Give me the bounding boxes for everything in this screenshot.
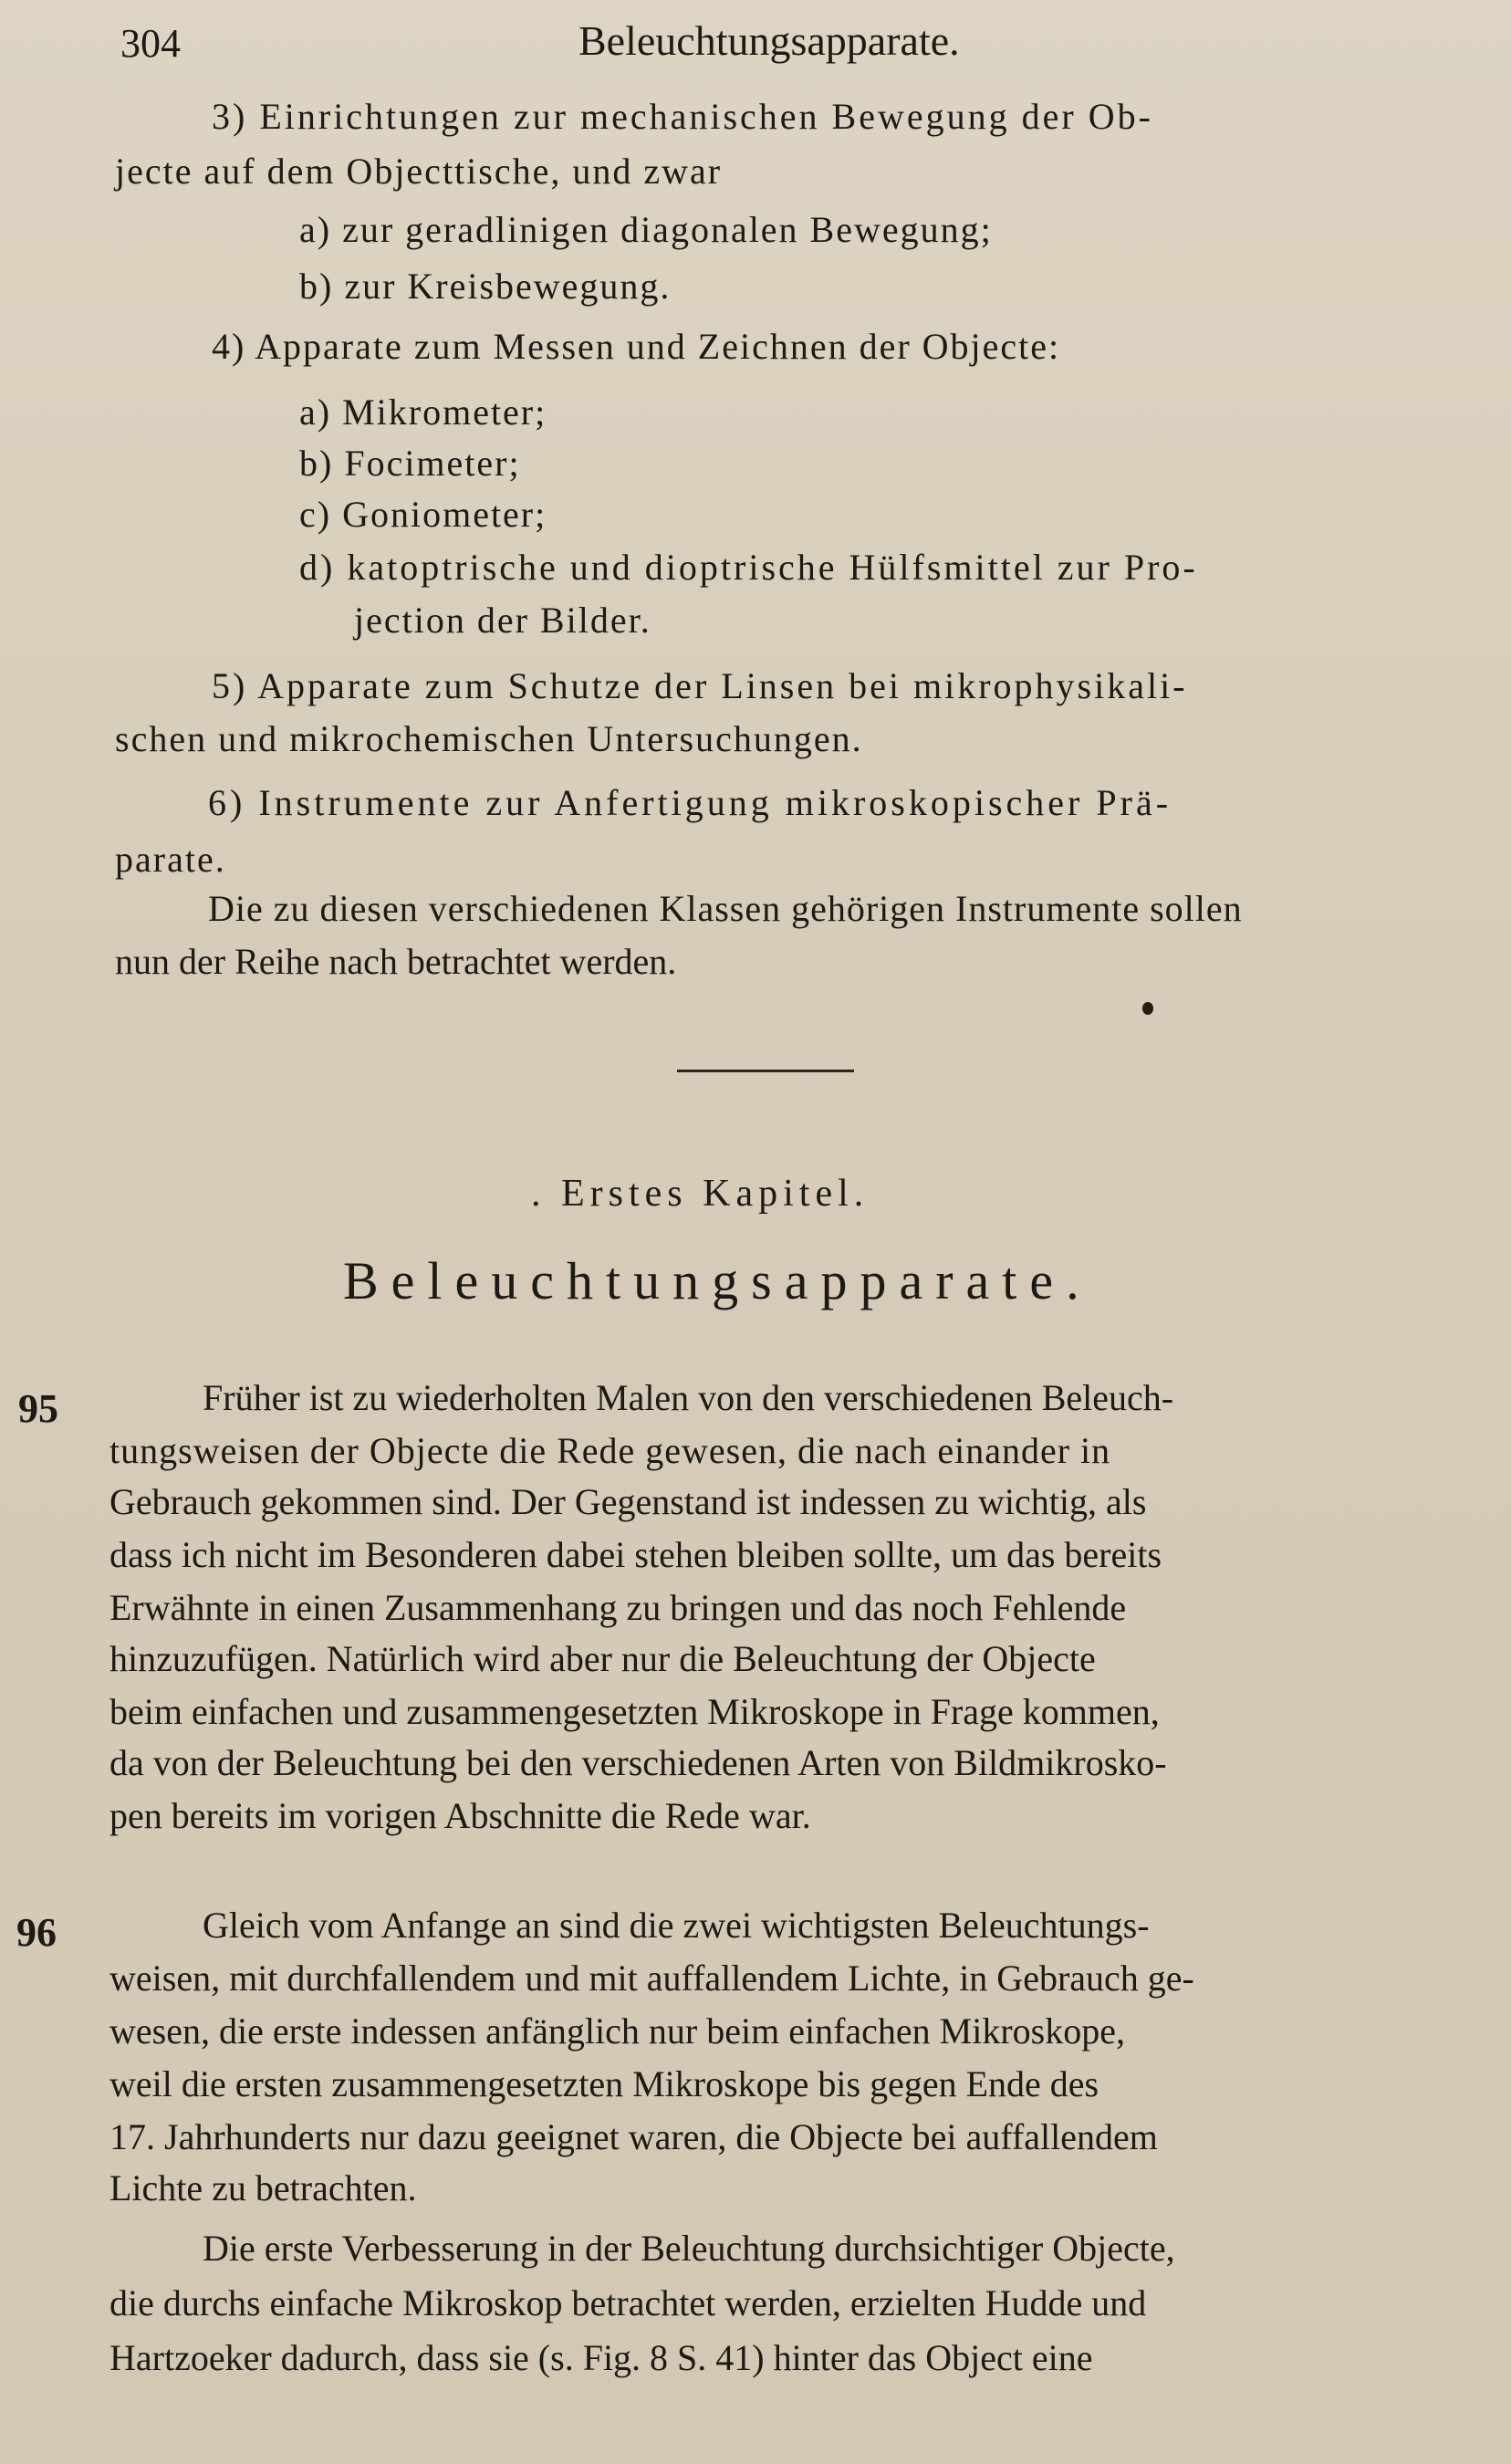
paragraph-96-line-5: 17. Jahrhunderts nur dazu geeignet waren, die Objecte bei auffallendem [109,2116,1158,2157]
list-item-4: 4) Apparate zum Messen und Zeichnen der Objecte: [212,326,1061,367]
list-item-3a: a) zur geradlinigen diagonalen Bewegung; [299,209,993,250]
page-number: 304 [120,21,181,66]
paragraph-97-line-1: Die erste Verbesserung in der Beleuchtung durchsichtiger Objecte, [203,2228,1175,2269]
list-item-6-line-2: parate. [115,839,226,880]
paragraph-95-line-6: hinzuzufügen. Natürlich wird aber nur die Beleuchtung der Objecte [109,1638,1096,1679]
closing-line-1: Die zu diesen verschiedenen Klassen gehörigen Instrumente sollen [208,888,1243,929]
list-item-4b: b) Focimeter; [299,443,521,484]
paragraph-95-line-9: pen bereits im vorigen Abschnitte die Rede war. [109,1795,811,1836]
paragraph-96-line-4: weil die ersten zusammengesetzten Mikroskope bis gegen Ende des [109,2063,1099,2104]
section-number-96: 96 [16,1910,57,1955]
paragraph-95-line-8: da von der Beleuchtung bei den verschiedenen Arten von Bildmikrosko- [109,1742,1167,1783]
paragraph-97-line-2: die durchs einfache Mikroskop betrachtet werden, erzielten Hudde und [109,2282,1147,2323]
list-item-6-line-1: 6) Instrumente zur Anfertigung mikroskopischer Prä- [208,782,1172,823]
paragraph-95-line-7: beim einfachen und zusammengesetzten Mikroskope in Frage kommen, [109,1691,1160,1732]
paragraph-96-line-3: wesen, die erste indessen anfänglich nur beim einfachen Mikroskope, [109,2010,1125,2052]
chapter-label: . Erstes Kapitel. [531,1173,870,1215]
chapter-title: Beleuchtungsapparate. [343,1251,1092,1310]
list-item-3b: b) zur Kreisbewegung. [299,266,672,307]
closing-line-2: nun der Reihe nach betrachtet werden. [115,941,677,982]
section-divider [677,1070,854,1072]
paragraph-95-line-3: Gebrauch gekommen sind. Der Gegenstand ist indessen zu wichtig, als [109,1481,1147,1522]
paragraph-97-line-3: Hartzoeker dadurch, dass sie (s. Fig. 8 S. 41) hinter das Object eine [109,2337,1093,2378]
running-title: Beleuchtungsapparate. [578,17,960,64]
paragraph-95-line-4: dass ich nicht im Besonderen dabei stehen bleiben sollte, um das bereits [109,1534,1162,1575]
section-number-95: 95 [18,1386,58,1431]
ink-spot [1142,1002,1153,1015]
list-item-5-line-1: 5) Apparate zum Schutze der Linsen bei mikrophysikali- [212,665,1188,706]
paragraph-95-line-1: Früher ist zu wiederholten Malen von den verschiedenen Beleuch- [203,1377,1174,1418]
paragraph-95-line-5: Erwähnte in einen Zusammenhang zu bringen und das noch Fehlende [109,1587,1127,1628]
paragraph-95-line-2: tungsweisen der Objecte die Rede gewesen, die nach einander in [109,1430,1111,1471]
list-item-3-line-2: jecte auf dem Objecttische, und zwar [115,151,723,192]
list-item-4d-line-1: d) katoptrische und dioptrische Hülfsmittel zur Pro- [299,547,1198,588]
list-item-4a: a) Mikrometer; [299,392,547,433]
list-item-3-line-1: 3) Einrichtungen zur mechanischen Bewegung der Ob- [212,96,1153,137]
list-item-5-line-2: schen und mikrochemischen Untersuchungen. [115,718,863,759]
paragraph-96-line-6: Lichte zu betrachten. [109,2167,417,2208]
list-item-4c: c) Goniometer; [299,494,547,535]
paragraph-96-line-2: weisen, mit durchfallendem und mit auffallendem Lichte, in Gebrauch ge- [109,1958,1194,1999]
list-item-4d-line-2: jection der Bilder. [354,600,651,641]
paragraph-96-line-1: Gleich vom Anfange an sind die zwei wichtigsten Beleuchtungs- [203,1905,1150,1946]
